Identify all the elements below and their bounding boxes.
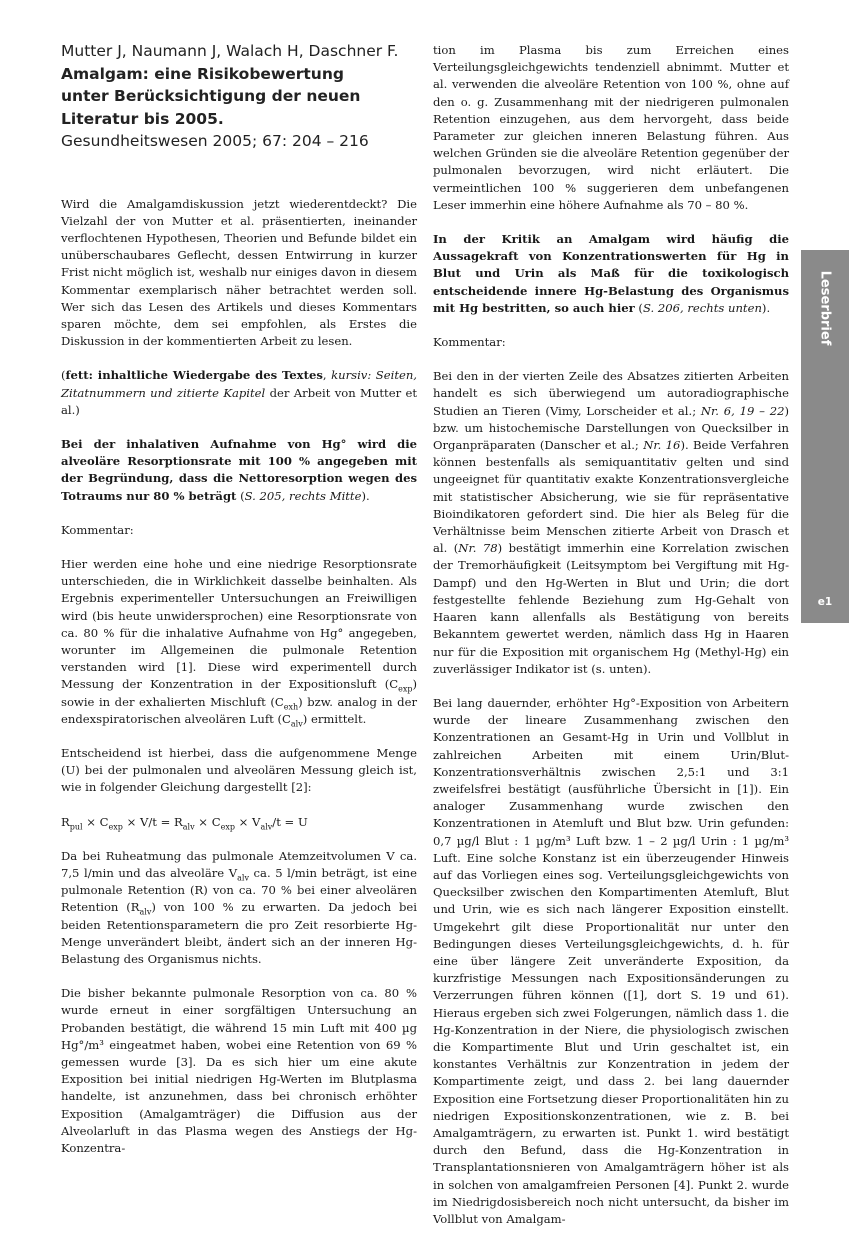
authors: Mutter J, Naumann J, Walach H, Daschner F. <box>61 42 399 60</box>
intro-paragraph: Wird die Amalgamdiskussion jetzt wiederentdeckt? Die Vielzahl der von Mutter et al. präsentierten, ineinander verflochtenen Hypothesen, Theorien und Befunde bildet ein unüberschaubares Geflecht, dessen Entwirrung in kurzer Frist nicht möglich ist, weshalb nur einiges davon in diesem Kommentar exemplarisch näher betrachtet werden soll. Wer sich das Lesen des Artikels und dieses Kommentars sparen möchte, dem sei empfohlen, als Erstes die Diskussion in der kommentierten Arbeit zu lesen. <box>61 196 417 349</box>
text: Hier werden eine hohe und eine niedrige Resorptionsrate unterschieden, die in Wirklichkeit dasselbe beinhalten. Als Ergebnis experimenteller Untersuchungen an Freiwilligen wird (bis heute unwidersprochen) eine Resorptionsrate von ca. 80 % für die inhalative Aufnahme von Hg° angegeben, worunter im Allgemeinen die pulmonale Retention verstanden wird [1]. Diese wird experimentell durch Messung der Konzentration in der Expositionsluft (C <box>61 556 417 692</box>
subscript: pul <box>69 821 83 831</box>
right-column <box>433 42 789 1245</box>
claim-text: Bei der inhalativen Aufnahme von Hg° wird die alveoläre Resorptionsrate mit 100 % angegeben mit der Begründung, dass die Nettoresorption wegen des Totraums nur 80 % beträgt <box>61 436 417 503</box>
text: ( <box>236 488 245 503</box>
text: der Arbeit von Mutter et al.) <box>61 385 417 417</box>
claim-paragraph <box>433 231 789 317</box>
section-label <box>801 250 849 350</box>
kommentar-label: Kommentar: <box>61 522 134 537</box>
kommentar-label: Kommentar: <box>433 335 506 350</box>
body-paragraph <box>61 848 417 968</box>
section-tab <box>801 250 849 623</box>
body-paragraph: tion im Plasma bis zum Erreichen eines Verteilungsgleichgewichts tendenziell abnimmt. Mutter et al. verwenden die alveoläre Retention von 100 %, ohne auf den o. g. Zusammenhang mit der niedrigeren pulmonalen Retention einzugehen, aus dem hervorgeht, dass beide Parameter zur gleichen inneren Belastung führen. Aus welchen Gründen sie die alveoläre Retention gegenüber der pulmonalen bevorzugen, wird nicht erläutert. Die vermeintlichen 100 % suggerieren dem unbefangenen Leser immerhin eine höhere Aufnahme als 70 – 80 %. <box>433 43 789 212</box>
claim-paragraph <box>61 436 417 505</box>
text: ca. 5 l/min beträgt, ist eine pulmonale Retention (R) von ca. 70 % bei einer alveolären Retention (R <box>61 866 417 915</box>
subscript: exp <box>398 684 413 694</box>
text: × V <box>234 814 261 829</box>
subscript: exp <box>108 821 123 831</box>
subscript: alv <box>290 719 303 729</box>
body-paragraph: Bei lang dauernder, erhöhter Hg°-Exposition von Arbeitern wurde der lineare Zusammenhang zwischen den Konzentrationen an Gesamt-Hg in Urin und Vollblut in zahlreichen Arbeiten mit einem Urin/Blut-Konzentrationsverhältnis zwischen 2,5:1 und 3:1 zweifelsfrei bestätigt (ausführliche Übersicht in [1]). Ein analoger Zusammenhang wurde zwischen den Konzentrationen in Atemluft und Blut bzw. Urin gefunden: 0,7 µg/l Blut : 1 µg/m³ Luft bzw. 1 – 2 µg/l Urin : 1 µg/m³ Luft. Eine solche Konstanz ist ein überzeugender Hinweis auf das Vorliegen eines sog. Verteilungsgleichgewichts von Quecksilber zwischen den Kompartimenten Atemluft, Blut und Urin, wie es sich nach längerer Exposition einstellt. Umgekehrt gilt diese Proportionalität nur unter den Bedingungen dieses Verteilungsgleichgewichts, d. h. für eine über längere Zeit unveränderte Exposition, da kurzfristige Messungen nach Expositionsänderungen zu Verzerrungen führen können ([1], dort S. 19 und 61). Hieraus ergeben sich zwei Folgerungen, nämlich dass 1. die Hg-Konzentration in der Niere, die physiologisch zwischen die Kompartimente Blut und Urin geschaltet ist, ein konstantes Verhältnis zur Konzentration in jedem der Kompartimente zeigt, und dass 2. bei lang dauernder Exposition eine Fortsetzung dieser Proportionalitäten hin zu niedrigen Expositionskonzentrationen, wie z. B. bei Amalgamträgern, zu erwarten ist. Punkt 1. wird bestätigt durch den Befund, dass die Hg-Konzentration in Transplantationsnieren von Amalgamträgern höher ist als in solchen von amalgamfreien Personen [4]. Punkt 2. wurde im Niedrigdosisbereich noch nicht untersucht, da bisher im Vollblut von Amalgam- <box>433 695 789 1226</box>
legend-bold: fett: inhaltliche Wiedergabe des Textes <box>65 368 323 383</box>
text: ). <box>361 488 370 503</box>
left-column <box>61 40 417 1174</box>
text: ). <box>761 300 771 315</box>
subscript: alv <box>182 821 195 831</box>
text: × C <box>194 814 221 829</box>
subscript: exh <box>283 701 299 711</box>
claim-text: In der Kritik an Amalgam wird häufig die Aussagekraft von Konzentrationswerten für Hg in Blut und Urin als Maß für die toxikologisch entscheidende innere Hg-Belastung des Organismus mit Hg bestritten, so auch hier <box>433 232 789 315</box>
title-line: Literatur bis 2005. <box>61 109 224 128</box>
body-paragraph: Die bisher bekannte pulmonale Resorption von ca. 80 % wurde erneut in einer sorgfältigen Untersuchung an Probanden bestätigt, die während 15 min Luft mit 400 µg Hg°/m³ eingeatmet haben, wobei eine Retention von 69 % gemessen wurde [3]. Da es sich hier um eine akute Exposition bei initial niedrigen Hg-Werten im Blutplasma handelte, ist anzunehmen, dass bei chronisch erhöhter Exposition (Amalgamträger) die Diffusion aus der Alveolarluft in das Plasma wegen des Anstiegs der Hg-Konzentra- <box>61 986 417 1156</box>
subscript: alv <box>237 873 249 883</box>
text: /t = U <box>272 814 308 829</box>
text: , <box>322 368 332 383</box>
page-reference: S. 206, rechts unten <box>642 300 762 315</box>
text: R <box>61 814 70 829</box>
text: ) bestätigt immerhin eine Korrelation zwischen der Tremorhäufigkeit (Leitsymptom bei Vergiftung mit Hg-Dampf) und den Hg-Werten in Blut und Urin; die dort festgestellte fehlende Beziehung zum Hg-Gehalt von Haaren kann allenfalls als Bestätigung von bereits Bekanntem gewertet werden, nämlich dass Hg in Haaren nur für die Exposition mit organischem Hg (Methyl-Hg) ein zuverlässiger Indikator ist (s. unten). <box>433 541 789 676</box>
article-title <box>61 63 417 131</box>
text: ( <box>634 300 643 315</box>
text: ) ermittelt. <box>302 711 367 726</box>
subscript: exp <box>220 821 235 831</box>
title-line: unter Berücksichtigung der neuen <box>61 87 361 105</box>
subscript: alv <box>139 907 152 917</box>
legend-paragraph <box>61 367 417 419</box>
body-paragraph <box>433 368 789 678</box>
text: × V/t = R <box>122 814 183 829</box>
reference-number: Nr. 6, 19 – 22 <box>700 403 785 418</box>
text: ). Beide Verfahren können bestenfalls als semiquantitativ gelten und sind ungeeignet für quantitativ exakte Konzentrationsvergleiche mit statistischer Absicherung, wie sie für repräsentative Bioindikatoren gefordert sind. Die hier als Beleg für die Verhältnisse beim Menschen zitierte Arbeit von Drasch et al. ( <box>433 438 790 556</box>
text: ) bzw. analog in der endexspiratorischen alveolären Luft (C <box>61 694 417 726</box>
reference-number: Nr. 78 <box>458 541 498 556</box>
section-label-text: Leserbrief <box>817 270 833 346</box>
subscript: alv <box>260 821 273 831</box>
text: ) von 100 % zu erwarten. Da jedoch bei beiden Retentionsparametern die pro Zeit resorbierte Hg-Menge unverändert bleibt, ändert sich an der inneren Hg-Belastung des Organismus nichts. <box>61 900 417 967</box>
body-paragraph: Entscheidend ist hierbei, dass die aufgenommene Menge (U) bei der pulmonalen und alveolären Messung gleich ist, wie in folgender Gleichung dargestellt [2]: <box>61 745 417 795</box>
page-reference: S. 205, rechts Mitte <box>244 488 362 503</box>
text: ) bzw. um histochemische Darstellungen von Quecksilber in Organpräparaten (Danscher et al.; <box>433 403 790 453</box>
page-number: e1 <box>817 596 833 608</box>
citation: Gesundheitswesen 2005; 67: 204 – 216 <box>61 132 369 150</box>
equation <box>61 814 417 831</box>
body-paragraph <box>61 556 417 728</box>
legend-italic: kursiv: Seiten, Zitatnummern und zitierte Kapitel <box>61 368 417 400</box>
text: Da bei Ruheatmung das pulmonale Atemzeitvolumen V ca. 7,5 l/min und das alveoläre V <box>61 848 417 880</box>
reference-number: Nr. 16 <box>643 438 681 453</box>
text: ) sowie in der exhalierten Mischluft (C <box>61 677 417 709</box>
article-header <box>61 40 417 153</box>
title-line: Amalgam: eine Risikobewertung <box>61 64 344 83</box>
text: × C <box>82 814 109 829</box>
text: Bei den in der vierten Zeile des Absatzes zitierten Arbeiten handelt es sich überwiegend um autoradiographische Studien an Tieren (Vimy, Lorscheider et al.; <box>433 369 789 418</box>
text: ( <box>61 368 66 383</box>
